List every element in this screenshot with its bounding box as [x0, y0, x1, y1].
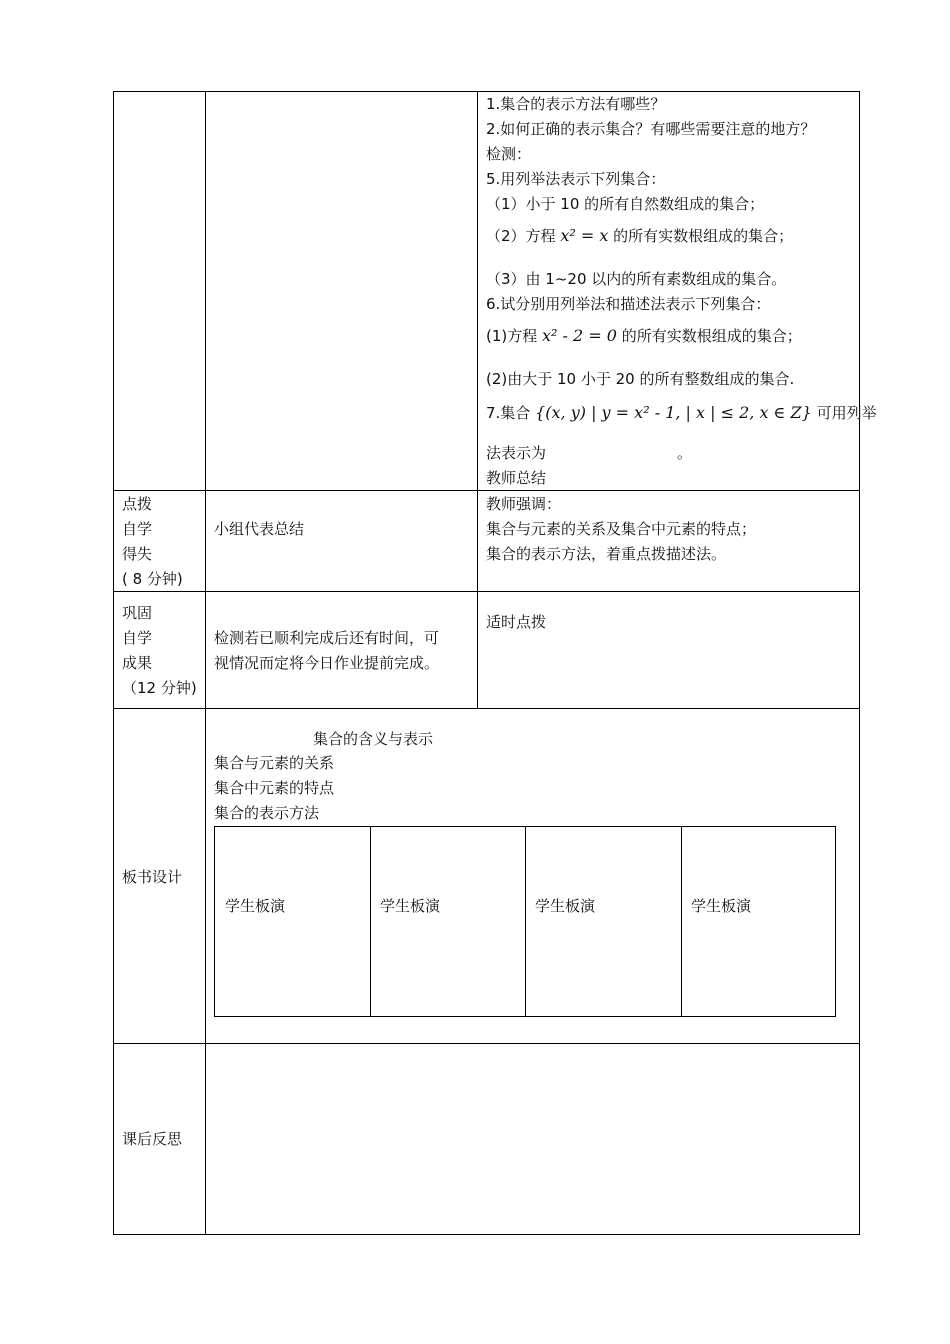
- row5-label: 课后反思: [122, 1130, 183, 1148]
- question-2: 2.如何正确的表示集合？有哪些需要注意的地方？: [486, 120, 816, 138]
- row3-teacher-note: 适时点拨: [486, 613, 547, 631]
- row-divider-4: [113, 1043, 860, 1044]
- equation-x-squared-equals-x: x² = x: [560, 226, 609, 245]
- row2-label-line-1: 点拨: [122, 495, 153, 513]
- row3-label-line-1: 巩固: [122, 604, 153, 622]
- row3-label-line-4: （12 分钟): [122, 679, 197, 697]
- teacher-column-divider: [477, 91, 478, 709]
- row2-student-activity: 小组代表总结: [214, 520, 305, 538]
- question-7-suffix: 可用列举: [816, 404, 877, 422]
- board-point-2: 集合中元素的特点: [214, 779, 335, 797]
- board-point-1: 集合与元素的关系: [214, 754, 335, 772]
- row2-teacher-line-2: 集合与元素的关系及集合中元素的特点；: [486, 520, 757, 538]
- label-column-divider: [205, 91, 206, 1235]
- student-board-grid: [214, 826, 836, 1017]
- question-1: 1.集合的表示方法有哪些？: [486, 95, 666, 113]
- row-divider-2: [113, 591, 860, 592]
- question-7-blank-end: 。: [677, 444, 693, 462]
- table-border-left: [113, 91, 114, 1235]
- question-5-2-suffix: 的所有实数根组成的集合；: [613, 227, 794, 245]
- table-border-bottom: [113, 1234, 860, 1235]
- question-6: 6.试分别用列举法和描述法表示下列集合：: [486, 295, 771, 313]
- question-6-2: (2)由大于 10 小于 20 的所有整数组成的集合.: [486, 370, 795, 388]
- question-5-1: （1）小于 10 的所有自然数组成的集合；: [486, 195, 765, 213]
- question-5-3: （3）由 1~20 以内的所有素数组成的集合。: [486, 270, 787, 288]
- table-border-top: [113, 91, 860, 92]
- row2-label-line-2: 自学: [122, 520, 153, 538]
- row3-student-line-1: 检测若已顺利完成后还有时间，可: [214, 629, 440, 647]
- board-grid-divider-1: [370, 827, 371, 1016]
- question-5-2: [486, 226, 793, 246]
- row2-teacher-line-3: 集合的表示方法，着重点拨描述法。: [486, 545, 727, 563]
- teacher-summary: 教师总结: [486, 469, 547, 487]
- board-cell-3: 学生板演: [535, 897, 596, 915]
- board-grid-divider-2: [525, 827, 526, 1016]
- row3-label-line-2: 自学: [122, 629, 153, 647]
- row2-label-line-4: ( 8 分钟): [122, 570, 183, 588]
- row-divider-3: [113, 708, 860, 709]
- question-7-line2: 法表示为: [486, 444, 547, 462]
- question-5-2-prefix: （2）方程: [486, 227, 556, 245]
- board-cell-2: 学生板演: [380, 897, 441, 915]
- check-heading: 检测：: [486, 145, 532, 163]
- board-point-3: 集合的表示方法: [214, 804, 320, 822]
- question-7-prefix: 7.集合: [486, 404, 531, 422]
- board-grid-divider-3: [681, 827, 682, 1016]
- question-6-1: [486, 326, 802, 346]
- row2-label-line-3: 得失: [122, 545, 153, 563]
- row3-label-line-3: 成果: [122, 654, 153, 672]
- board-title: 集合的含义与表示: [313, 730, 434, 748]
- row4-label: 板书设计: [122, 868, 183, 886]
- question-6-1-prefix: (1)方程: [486, 327, 538, 345]
- row-divider-1: [113, 490, 860, 491]
- question-6-1-suffix: 的所有实数根组成的集合；: [621, 327, 802, 345]
- equation-x-squared-minus-2: x² - 2 = 0: [542, 326, 617, 345]
- table-border-right: [859, 91, 860, 1235]
- set-builder-expression: {(x, y) | y = x² - 1, | x | ≤ 2, x ∈ Z}: [535, 403, 812, 422]
- question-7: [486, 403, 877, 423]
- row3-student-line-2: 视情况而定将今日作业提前完成。: [214, 654, 440, 672]
- row2-teacher-line-1: 教师强调：: [486, 495, 562, 513]
- question-5: 5.用列举法表示下列集合：: [486, 170, 666, 188]
- board-cell-1: 学生板演: [225, 897, 286, 915]
- board-cell-4: 学生板演: [691, 897, 752, 915]
